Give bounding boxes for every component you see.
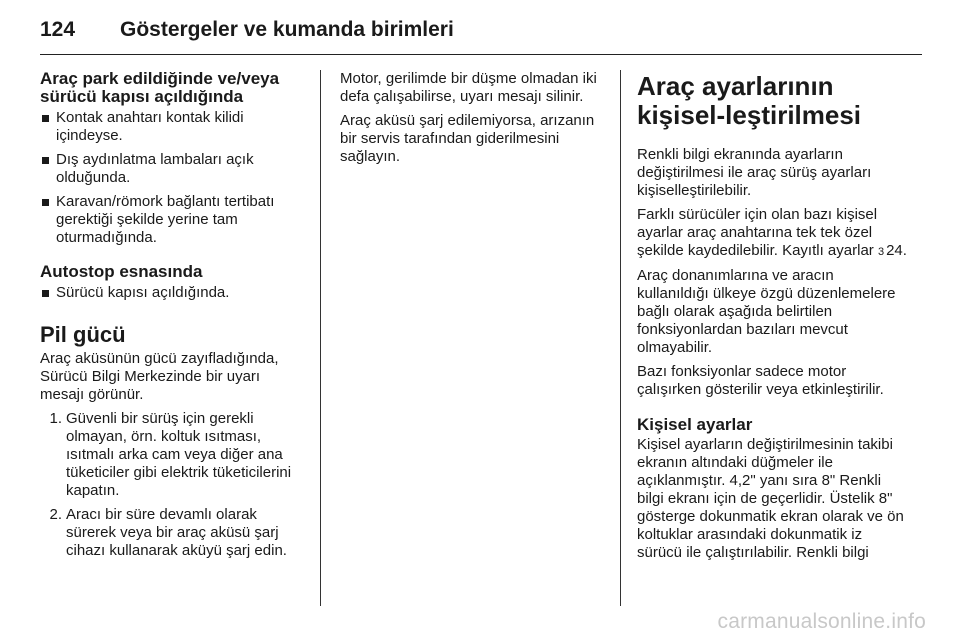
- bullet-square-icon: [42, 115, 49, 122]
- page-reference[interactable]: 24.: [886, 242, 907, 259]
- list-item: Sürücü kapısı açıldığında.: [40, 284, 308, 302]
- list-item: Dış aydınlatma lambaları açık olduğunda.: [40, 151, 308, 187]
- column-divider-right: [620, 70, 621, 606]
- warning-clear-paragraph: Motor, gerilimde bir düşme olmadan iki defa çalışabilirse, uyarı mesajı silinir.: [340, 70, 597, 105]
- page-number: 124: [40, 18, 76, 41]
- list-item: 2. Aracı bir süre devamlı olarak sürerek veya bir araç aküsü şarj cihazı kullanarak aküyü şarj edin.: [49, 506, 287, 559]
- battery-steps: [40, 410, 308, 560]
- bullet-list-autostop: [40, 284, 308, 302]
- page-header: [40, 14, 922, 55]
- list-item: Kontak anahtarı kontak kilidi içindeyse.: [40, 109, 308, 145]
- intro-paragraph: Renkli bilgi ekranında ayarların değiştirilmesi ile araç sürüş ayarları kişiselleştirilebilir.: [637, 146, 872, 199]
- section-heading-autostop: Autostop esnasında: [40, 262, 203, 281]
- personal-settings-paragraph: Kişisel ayarların değiştirilmesinin takibi ekranın altındaki düğmeler ile açıklanmıştır. 4,2" yanı sıra 8" Renkli bilgi ekranı için de geçerlidir. Üstelik 8" gösterge dokunmatik ekran olarak ve ön koltuklar arasındaki dokunmatik iz sürücü ile çalıştırılabilir. Renkli bilgi: [637, 436, 904, 561]
- page-reference-arrow-icon: 3: [877, 246, 885, 258]
- battery-paragraph: Araç aküsünün gücü zayıfladığında, Sürücü Bilgi Merkezinde bir uyarı mesajı görünür.: [40, 350, 279, 403]
- column-divider-left: [320, 70, 321, 606]
- engine-paragraph: Bazı fonksiyonlar sadece motor çalışırken gösterilir veya etkinleştirilir.: [637, 363, 884, 398]
- bullet-square-icon: [42, 290, 49, 297]
- driver-settings-paragraph: Farklı sürücüler için olan bazı kişisel ayarlar araç anahtarına tek tek özel şekilde kaydedilebilir. Kayıtlı ayarlar 3 24.: [637, 206, 907, 259]
- bullet-square-icon: [42, 157, 49, 164]
- bullet-square-icon: [42, 199, 49, 206]
- chapter-title: Göstergeler ve kumanda birimleri: [120, 18, 454, 41]
- list-item: 1. Güvenli bir sürüş için gerekli olmayan, örn. koltuk ısıtması, ısıtmalı arka cam veya diğer ana tüketiciler gibi elektrik tüketicilerini kapatın.: [49, 410, 292, 499]
- section-title-personalization: Araç ayarlarının kişisel-leştirilmesi: [637, 71, 862, 130]
- column-left: [40, 70, 308, 560]
- section-heading-battery: Pil gücü: [40, 322, 126, 347]
- column-middle: [340, 70, 608, 166]
- service-paragraph: Araç aküsü şarj edilemiyorsa, arızanın bir servis tarafından giderilmesini sağlayın.: [340, 112, 595, 165]
- section-heading-personal-settings: Kişisel ayarlar: [637, 415, 753, 434]
- watermark: carmanualsonline.info: [717, 610, 926, 633]
- section-heading-parked: Araç park edildiğinde ve/veya sürücü kapısı açıldığında: [40, 69, 280, 106]
- equipment-paragraph: Araç donanımlarına ve aracın kullanıldığı ülkeye özgü düzenlemelere bağlı olarak aşağıda belirtilen fonksiyonlardan bazıları mevcut olmayabilir.: [637, 267, 896, 356]
- list-item: Karavan/römork bağlantı tertibatı gerektiği şekilde yerine tam oturmadığında.: [40, 193, 308, 247]
- bullet-list-parked: [40, 109, 308, 247]
- column-right: [637, 70, 907, 562]
